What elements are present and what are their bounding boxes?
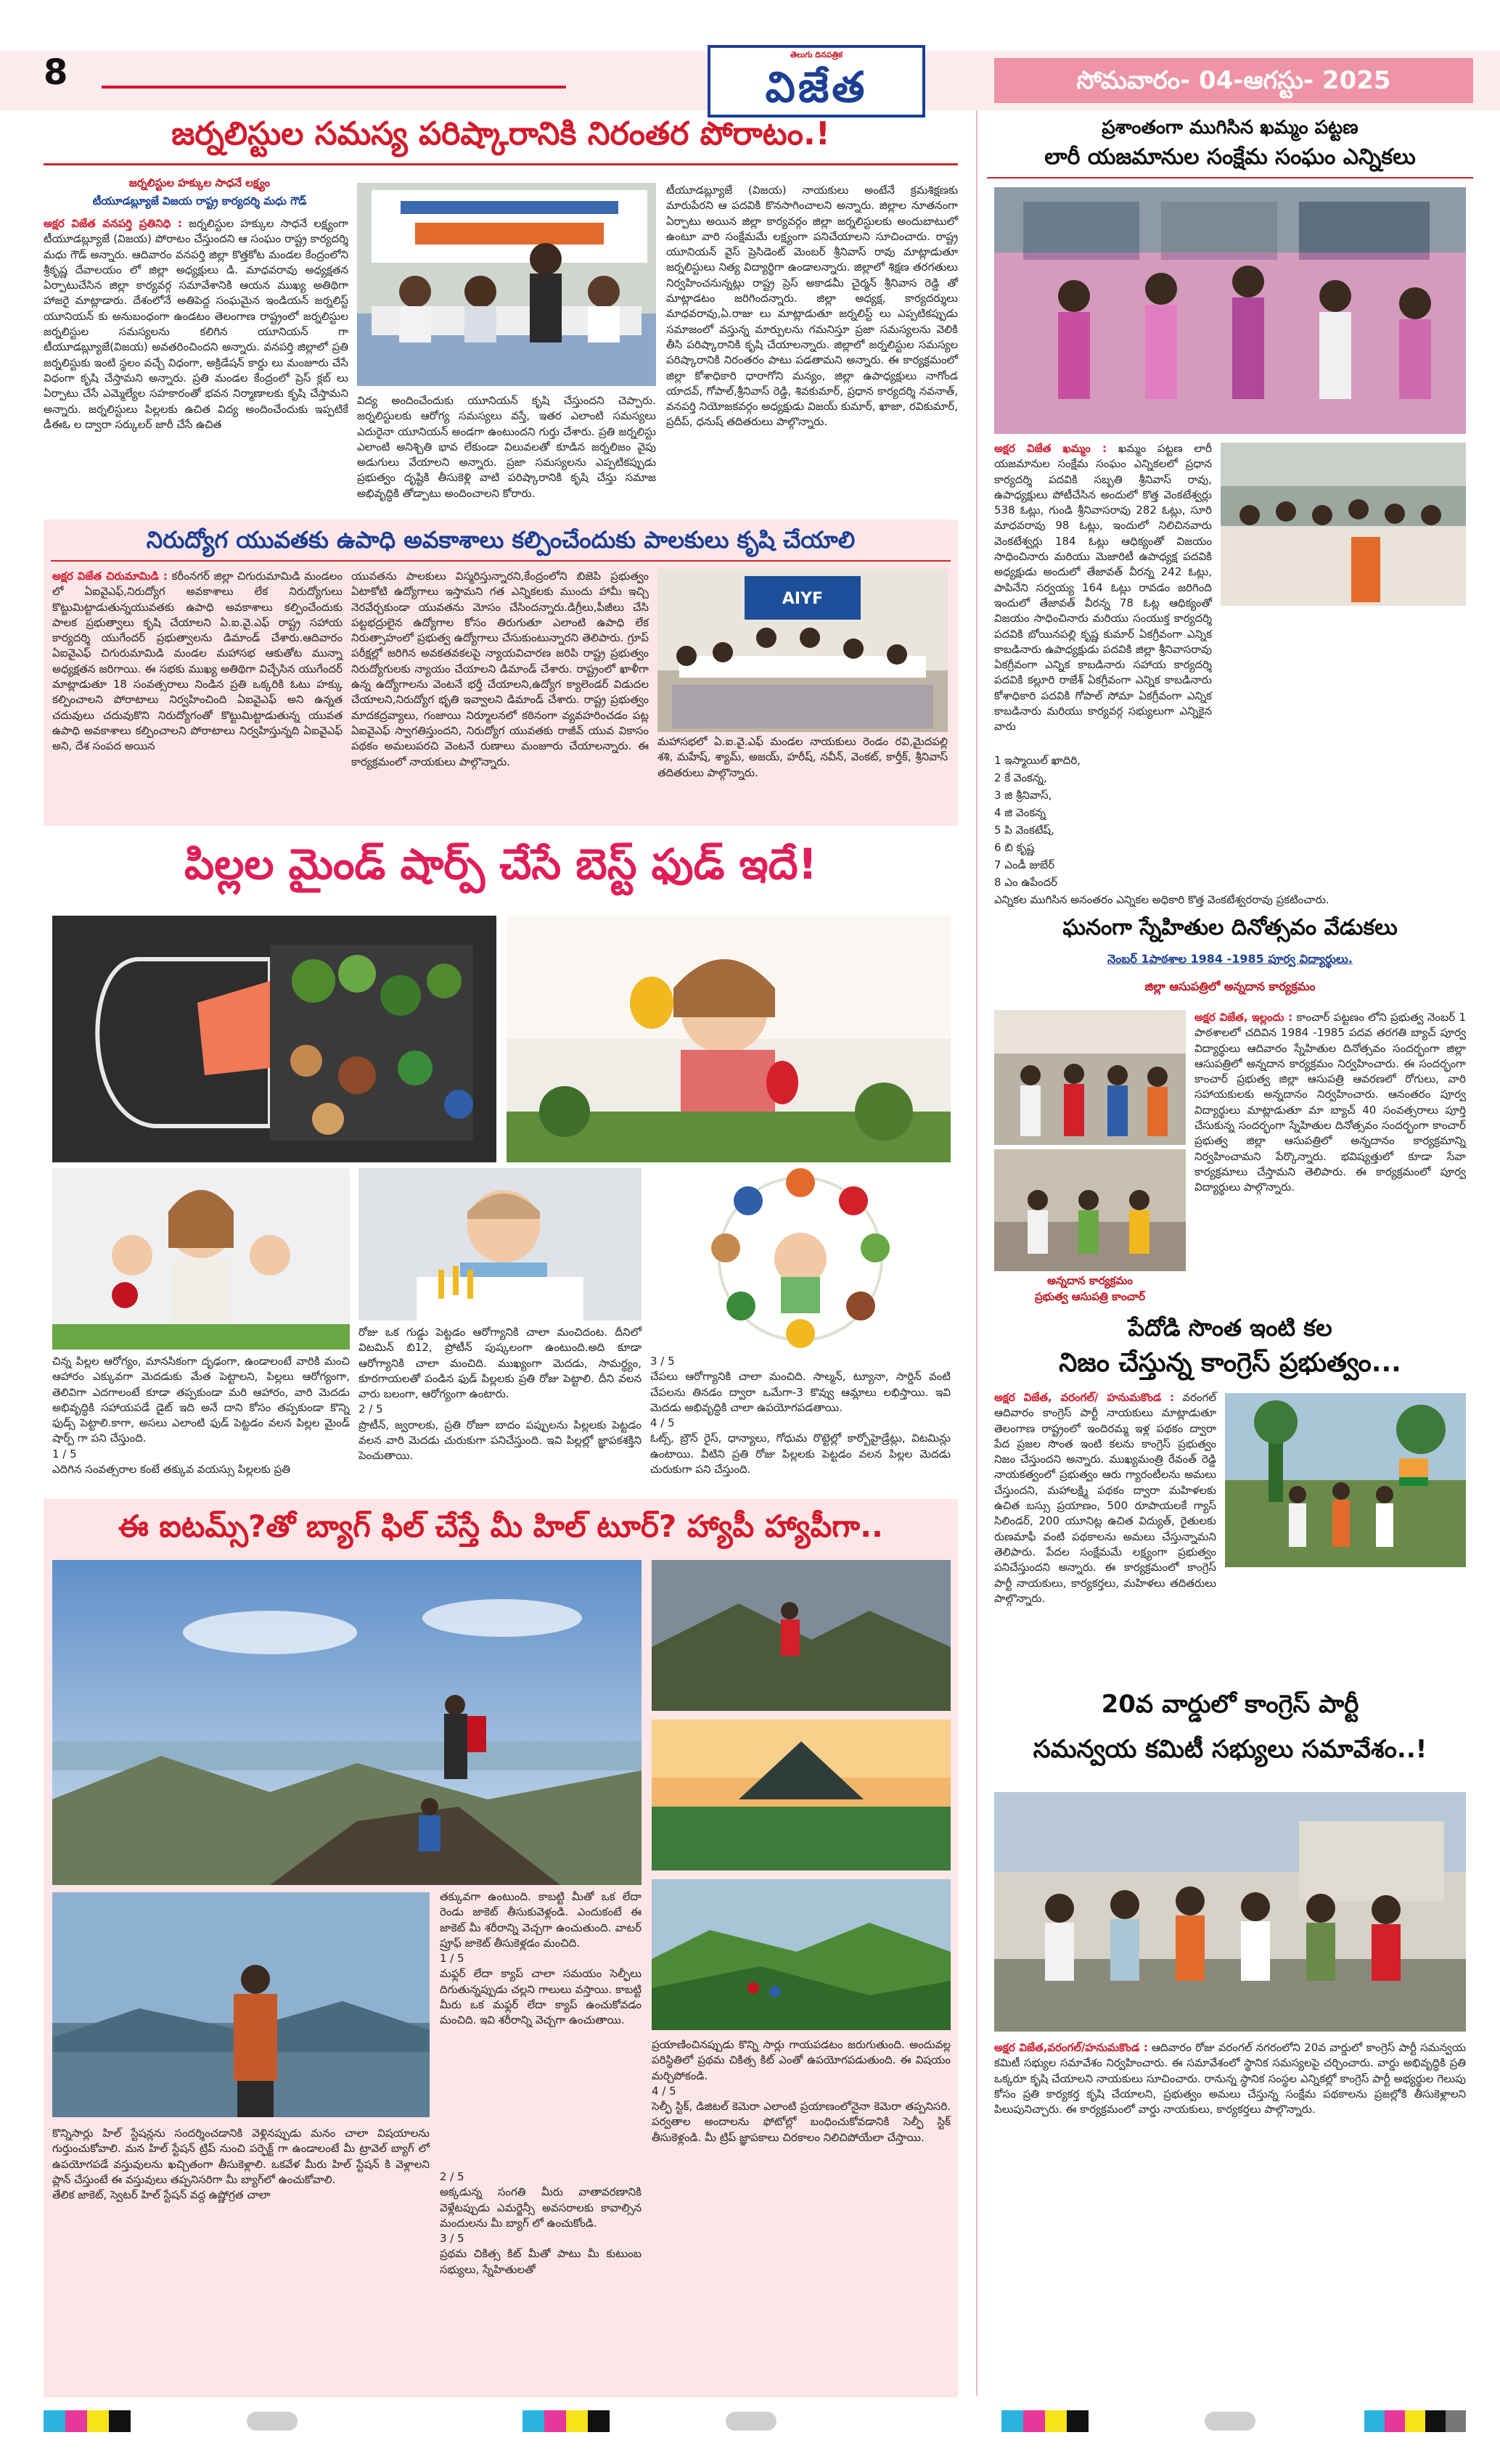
r4-body-text: ఆదివారం రోజు వరంగల్ నగరంలోని 20వ వార్డులో కాంగ్రెస్ పార్టీ సమన్వయ కమిటీ సభ్యుల సమావేశం నిర్వహించారు. ఈ సమావేశంలో స్థానిక సమస్యలపై చర్చించారు. వార్డు అభివృద్ధికి ప్రతి ఒక్కరూ కృషి చేయాలని నాయకులు సూచించారు. రానున్న స్థానిక సంస్థల ఎన్నికల్లో కాంగ్రెస్ పార్టీ అభ్యర్థుల గెలుపు కోసం ప్రతి కార్యకర్త కృషి చేయాలని, ప్రభుత్వం అమలు చేస్తున్న సంక్షేమ పథకాలను ప్రజల్లోకి తీసుకెళ్లాలని పిలుపునిచ్చారు. ఈ కార్యక్రమంలో వార్డు నాయకులు, కార్యకర్తలు పాల్గొన్నారు. — [994, 2041, 1466, 2116]
r1-headline-1: ప్రశాంతంగా ముగిసిన ఖమ్మం పట్టణ — [1102, 117, 1358, 139]
r3-headline-1: పేదోడి సొంత ఇంటి కల — [1128, 1314, 1332, 1342]
story1-rule — [44, 163, 958, 165]
story2-col1 — [52, 569, 343, 823]
r1-headline-2: లారీ యజమానుల సంక్షేమ సంఘం ఎన్నికలు — [1044, 144, 1416, 170]
r4-dateline: అక్షర విజేత,వరంగల్/హనుమకొండ : — [994, 2041, 1148, 2054]
r2-sub1: నెంబర్ 1పాఠశాల 1984 -1985 పూర్వ విద్యార్థులు. — [1107, 952, 1353, 966]
r1-body-text: ఖమ్మం పట్టణ లారీ యజమానుల సంక్షేమ సంఘం ఎన్నికలలో ప్రధాన కార్యదర్శి పదవికి సబ్బతి శ్రీనివాస్ రావు, ఉపాధ్యక్షులు పోటీచేసిన అందులో కొత్త వెంకటేశ్వర్లు 538 ఓట్లు, గుండి శ్రీనివాసరావు 282 ఓట్లు, సూరి మాధవరావు 98 ఓట్లు, ఇందులో నిలిచినవారు వెంకటేశ్వర్లు 184 ఓట్లు ఆధిక్యంతో విజయం సాధించినారు మరియు మెజారిటీ ఉపాధ్యక్ష పదవికి అధ్యక్షుడు అందులో తేజావత్ వీరన్న 242 ఓట్లు, పాపినేని సర్వయ్య 164 ఓట్లు రావడం జరిగింది ఇందులో తేజావత్ వీరన్న 78 ఓట్ల ఆధిక్యంతో విజయం సాధించినారు మరియు సంయుక్త కార్యదర్శి పదవికి బోయినపల్లి కృష్ణ కుమార్ ఏకగ్రీవంగా ఎన్నిక కాబడినారు ఉపాధ్యక్షుడు పదవికి జిల్లా శ్రీనివాసరావు ఏకగ్రీవంగా ఎన్నిక కాబడినారు సహాయ కార్యదర్శి పదవికి కల్లూరి రాజేశ్ ఏకగ్రీవంగా ఎన్నిక కాబడినారు కోశాధికారి పదవికి గోపాల్ సోమా ఏకగ్రీవంగా ఎన్నిక కాబడినారు మరియు కార్యవర్గ సభ్యులుగా ఎన్నికైన వారు — [994, 442, 1212, 734]
story4-col-c2: సెల్ఫీ స్టిక్, డిజిటల్ కెమెరా ఎలాంటి ప్రయాణంలోనైనా కెమెరా తప్పనిసరి. పర్వతాల అందాలను ఫోటోల్లో బంధించుకోవడానికి సెల్ఫీ స్టిక్ తీసుకెళ్లండి. మీ ట్రిప్ జ్ఞాపకాలు చిరకాలం నిలిచిపోయేలా చేస్తాయి. — [652, 2100, 951, 2144]
boy-eating-photo — [358, 1168, 642, 1321]
story3-col3 — [650, 1354, 951, 1484]
column-divider — [976, 110, 978, 2396]
registration-pill-3 — [1205, 2412, 1255, 2431]
story2-col2: యువతను పాలకులు విస్మరిస్తున్నారని,కేంద్రంలోని బిజెపి ప్రభుత్వం ఏటాకోటి ఉద్యోగాలు ఇస్తామని గత ఎన్నికలకు ముందు హామీ ఇచ్చి నెరవేర్చకుండా యువతను మోసం చేసిందన్నారు.డిగ్రీలు,పీజీలు చేసి పట్టభద్రులైన ఉద్యోగాల కోసం తిరుగుతూ ఎలాంటి ఉపాధి లేక నిరుత్సాహంలో ప్రభుత్వ ఉద్యోగాలు చేసుకుంటున్నారని తెలిపారు. గ్రూప్ పరీక్షల్లో జరిగిన అవకతవకలపై న్యాయవిచారణ జరిపి రాష్ట్ర ప్రభుత్వం నిరుద్యోగులకు న్యాయం చేయాలని డిమాండ్ చేశారు. రాష్ట్రంలో ఖాళీగా ఉన్న ఉద్యోగాలను వెంటనే భర్తీ చేయాలని,ఉద్యోగ క్యాలెండర్ విడుదల చేయాలని,నిరుద్యోగ భృతి ఇవ్వాలని డిమాండ్ చేశారు. రాష్ట్ర ప్రభుత్వం మాదకద్రవ్యాలు, గంజాయి నిర్మూలనలో కఠినంగా వ్యవహరించడం పట్ల ఏఐవైఎఫ్ స్వాగతిస్తుందని, నిరుద్యోగ యువతకు రాజీవ్ యువ వికాసం పథకం అమలుపరచి వెంటనే రుణాలు మంజూరు చేయాలన్నారు. ఈ కార్యక్రమంలో నాయకులు పాల్గొన్నారు. — [351, 570, 649, 768]
story1-sub1: జర్నలిస్టుల హక్కుల సాధనే లక్ష్యం — [128, 176, 271, 189]
story4-n2: 2 / 5 — [440, 2170, 464, 2183]
story2-headline: నిరుద్యోగ యువతకు ఉపాధి అవకాశాలు కల్పించేందుకు పాలకులు కృషి చేయాలి — [146, 526, 856, 554]
r1-member: 6 బి కృష్ణ — [994, 841, 1035, 854]
trekker-cliff-photo — [652, 1560, 951, 1711]
hikers-summit-photo — [52, 1560, 642, 1885]
ward-meeting-photo — [994, 1792, 1466, 2032]
story2-col1-text: కరీంనగర్ జిల్లా చిగురుమామిడి మండలం లో ఏఐవైఎఫ్,నిరుద్యోగ అవకాశాలు లేక నిరుద్యోగులు కొట్టుమిట్టాడుతున్నయువతకు ఉపాధి అవకాశాలు కల్పించేందుకు పాలక ప్రభుత్వాలు కృషి చేయాలని ఏ.ఐ.వై.ఎఫ్ రాష్ట్ర సహాయ కార్యదర్శి యుగేందర్ ప్రభుత్వాలను డిమాండ్ చేశారు.ఆదివారం ఏఐవైఎఫ్ చిగురుమామిడి మండల మహాసభ ఆకుతోట మున్నా అధ్యక్షతన జరిగాయి. ఈ సభకు ముఖ్య అతిథిగా విచ్చేసిన యుగేందర్ మాట్లాడుతూ 18 సంవత్సరాలు నిండిన ప్రతి ఒక్కరికి ఓటు హక్కు కల్పించాలని పోరాటాలు నిర్వహించింది ఏఐవైఎఫ్ అని ఉన్నత చదువులు చదువుకొని నిరుద్యోగంతో కొట్టుమిట్టాడుతున్న యువత ఉపాధి అవకాశాలు కల్పించాలని పోరాటాలు నిర్వహిస్తున్నది ఏఐవైఎఫ్ అని, దేశ సంపద అయిన — [52, 570, 343, 753]
story2-dateline: అక్షర విజేత చిరుమామిడి : — [52, 570, 168, 583]
r2-dateline: అక్షర విజేత, ఇల్లందు : — [1194, 1011, 1293, 1024]
registration-pill-2 — [726, 2412, 776, 2431]
registration-pill-1 — [247, 2412, 298, 2431]
r1-dateline: అక్షర విజేత ఖమ్మం : — [994, 442, 1107, 455]
r1-member-list — [994, 752, 1466, 908]
story3-col3b: ఓట్స్, బ్రౌన్ రైస్, ధాన్యాలు, గోధుమ రొట్టెల్లో కార్బోహైడ్రేట్లు, విటమిన్లు ఉంటాయి. వీటిని ప్రతి రోజు పిల్లలకు పెట్టడం వలన పిల్లల మెదడు చురుకుగా పని చేస్తుంది. — [650, 1432, 951, 1477]
r3-dateline: అక్షర విజేత, వరంగల్/ హనుమకొండ : — [994, 1391, 1175, 1404]
r2-body — [1194, 1010, 1466, 1300]
volcano-landscape-photo — [652, 1720, 951, 1870]
r2-headline: ఘనంగా స్నేహితుల దినోత్సవం వేడుకలు — [1062, 915, 1398, 940]
r3-body-cont — [994, 1633, 1466, 1683]
hiker-backpack-photo — [52, 1892, 430, 2117]
r4-body — [994, 2040, 1466, 2389]
story1-headline: జర్నలిస్టుల సమస్య పరిష్కారానికి నిరంతర పోరాటం.! — [171, 115, 830, 152]
r1-rule — [987, 177, 1473, 178]
r1-member: 1 ఇస్మాయిల్ ఖాదిరి, — [994, 754, 1081, 767]
girl-vegetables-photo — [507, 916, 951, 1162]
story3-headline: పిల్లల మైండ్ షార్ప్ చేసే బెస్ట్ ఫుడ్ ఇదే! — [184, 839, 818, 889]
r2-sub2: జిల్లా ఆసుపత్రిలో అన్నదాన కార్యక్రమం — [1144, 980, 1316, 993]
story2-col3: మహాసభలో ఏ.ఐ.వై.ఎఫ్ మండల నాయకులు రెండం రవి,మైదపల్లి శశి, మహేష్, శ్యామ్, అజయ్, హరీష్, నవీన్, వెంకట్, కార్తీక్, శ్రీనివాస్ తదితరులు పాల్గొన్నారు. — [657, 735, 948, 779]
story1-col2: విద్య అందించేందుకు యూనియన్ కృషి చేస్తుందని చెప్పారు. జర్నలిస్టులకు ఆరోగ్య సమస్యలు వస్తే, ఇతర ఎలాంటి సమస్యలు ఎదురైనా యూనియన్ అండగా ఉంటుందని గుర్తు చేశారు. ప్రతి జర్నలిస్టు ఎలాంటి అనిశ్చితి భావ లేకుండా విలువలతో కూడిన జర్నలిజం వైపు అడుగులు వేయాలని అన్నారు. ప్రజా సమస్యలను ఎప్పటికప్పుడు ప్రభుత్వం దృష్టికి తీసుకెళ్లి వాటి పరిష్కారానికి కృషి చేస్తు సమాజ అభివృద్ధికి తోడ్పాటు అందించాలని కోరారు. — [357, 394, 656, 500]
story1-photo — [357, 183, 656, 386]
logo-tagline: తెలుగు దినపత్రిక — [790, 50, 843, 59]
story3-col3-text: చేపలు ఆరోగ్యానికి చాలా మంచిది. సాల్మన్, ట్యూనా, సార్డిన్ వంటి చేపలను తినడం ద్వారా ఒమేగా-3 కొవ్వు ఆమ్లాలు లభిస్తాయి. ఇవి మెదడు అభివృద్ధికి చాలా ఉపయోగపడతాయి. — [650, 1370, 951, 1414]
r1-member: 3 జి శ్రీనివాస్, — [994, 789, 1052, 802]
annadanam-photo-2 — [994, 1149, 1186, 1271]
story4-col-a-text: కొన్నిసార్లు హిల్ స్టేషన్లను సందర్శించడానికి వెళ్లినప్పుడు మనం చాలా విషయాలను గుర్తుంచుకోవాలి. మన హిల్ స్టేషన్ ట్రిప్ నుంచి పర్ఫెక్ట్ గా ఉండాలంటే మీ ట్రావెల్ బ్యాగ్ లో ఉపయోగపడే వస్తువులను ఖచ్చితంగా తీసుకెళ్లాలి. ఒకవేళ మీరు హిల్ స్టేషన్ కి వెళ్లాలని ప్లాన్ చేస్తుంటే ఈ వస్తువులు తప్పనిసరిగా మీ బ్యాగ్‌లో ఉంచుకోవాలి. — [52, 2127, 430, 2186]
story1-col1 — [44, 216, 348, 528]
story4-col-b-text: తక్కువగా ఉంటుంది. కాబట్టి మీతో ఒక లేదా రెండు జాకెట్ తీసుకువెళ్లండి. ఎందుకంటే ఈ జాకెట్ మీ శరీరాన్ని వెచ్చగా ఉంచుతుంది. వాటర్ ప్రూఫ్ జాకెట్ తీసుకెళ్లడం మంచిది. — [440, 1890, 642, 1950]
color-bar-4 — [1364, 2410, 1466, 2432]
story3-n1: 1 / 5 — [52, 1447, 77, 1461]
story2-banner: AIYF — [782, 590, 824, 608]
story4-col-a — [52, 2126, 430, 2394]
green-hills-photo — [652, 1879, 951, 2030]
story3-n2: 2 / 5 — [358, 1403, 383, 1416]
story3-col2-text: రోజు ఒక గుడ్డు పెట్టడం ఆరోగ్యానికి చాలా మంచిదంట. దీనిలో విటమిన్ బి12, ప్రోటీన్ పుష్కలంగా ఉంటుంది.అది కూడా ఆరోగ్యానికి చాలా మంచిది. ముఖ్యంగా మెదడు, సామర్థ్యం, కూరగాయలతో పండిన ఫుడ్ పిల్లలకు ప్రతి రోజు పెట్టాలి. దీని వలన వారు బలంగా, ఆరోగ్యంగా ఉంటారు. — [358, 1326, 642, 1401]
masthead-rule — [102, 86, 566, 89]
story1-sub2: టీయూడబ్ల్యూజే విజయ రాష్ట్ర కార్యదర్శి మధు గౌడ్ — [92, 194, 307, 208]
r3-headline-2: నిజం చేస్తున్న కాంగ్రెస్ ప్రభుత్వం... — [1059, 1348, 1401, 1378]
page-number: 8 — [44, 52, 68, 93]
story3-col1b: ఎదిగిన సంవత్సరాల కంటే తక్కువ వయస్సు పిల్లలకు ప్రతి — [52, 1463, 290, 1477]
r1-body — [994, 441, 1212, 734]
strong-girl-photo — [52, 1168, 350, 1350]
r2-body-text: కాంచార్ పట్టణం లోని ప్రభుత్వ నెంబర్ 1 పాఠశాలలో చదివిన 1984 -1985 పదవ తరగతి బ్యాచ్ పూర్వ విద్యార్థులు ఆదివారం స్నేహితుల దినోత్సవం సందర్భంగా జిల్లా ఆసుపత్రిలో అన్నదాన కార్యక్రమం నిర్వహించారు. ఈ సందర్భంగా కాంచార్ ప్రభుత్వ జిల్లా ఆసుపత్రి ఆవరణలో రోగులు, వారి సహాయకులకు అన్నదానం నిర్వహించారు. ఆనంతరం పూర్వ విద్యార్థులు మాట్లాడుతూ మా బ్యాచ్ 40 సంవత్సరాలు పూర్తి చేసుకున్న సందర్భంగా స్నేహితుల దినోత్సవం సందర్భంగా కాంచార్ ప్రభుత్వ జిల్లా ఆసుపత్రిలో అన్నదానం కార్యక్రమాన్ని నిర్వహించామని పేర్కొన్నారు. భవిష్యత్తులో కూడా సేవా కార్యక్రమాలు చేస్తామని తెలిపారు. ఈ కార్యక్రమంలో పూర్వ విద్యార్థులు పాల్గొన్నారు. — [1194, 1011, 1466, 1194]
r1-member: 8 ఎం ఉపేందర్ — [994, 876, 1058, 889]
story4-headline: ఈ ఐటమ్స్?తో బ్యాగ్ ఫిల్ చేస్తే మీ హిల్ టూర్? హ్యాపీ హ్యాపీగా.. — [118, 1508, 883, 1544]
story4-col-c-text: ప్రయాణించినప్పుడు కొన్ని సార్లు గాయపడటం జరుగుతుంది. అందువల్ల పరిస్థితిలో ప్రథమ చికిత్స కిట్ ఎంతో ఉపయోగపడుతుంది. ఈ విషయం మర్చిపోకండి. — [652, 2038, 951, 2082]
r1-member: 4 జి వెంకన్న — [994, 806, 1046, 819]
story4-col-b4: ప్రథమ చికిత్స కిట్ మీతో పాటు మీ కుటుంబ సభ్యులు, స్నేహితులతో — [440, 2247, 642, 2276]
r4-headline-1: 20వ వార్డులో కాంగ్రెస్ పార్టీ — [1101, 1690, 1359, 1719]
story2-photo — [657, 569, 948, 732]
r1-member: 5 పి వెంకటేష్, — [994, 824, 1054, 837]
story4-col-b — [440, 1889, 642, 2165]
food-wheel-photo — [650, 1168, 951, 1350]
story3-col1-text: చిన్న పిల్లల ఆరోగ్యం, మానసికంగా దృఢంగా, ఉండాలంటే వారికి మంచి ఆహారం ఎక్కువగా మెదడుకు మేత పెట్టాలని, పిల్లలు ఆరోగ్యంగా, తెలివిగా ఎదగాలంటే కూడా తప్పకుండా మరి ఆహారం, వారి మెదడు అభివృద్ధికి సహాయపడే డైట్ ఇది అనే దాని కోసం తప్పకుండా కొన్ని ఫుడ్స్ పెట్టాలి.కాగా, అసలు ఎలాంటి ఫుడ్ పెట్టడం వలన పిల్లల మైండ్ షార్ప్ గా పని చేస్తుంది. — [52, 1355, 350, 1445]
story4-col-c — [652, 2037, 951, 2393]
color-bar-1 — [44, 2410, 131, 2432]
r3-body-text: వరంగల్ ఆదివారం కాంగ్రెస్ పార్టీ నాయకులు మాట్లాడుతూ తెలంగాణ రాష్ట్రంలో ఇందిరమ్మ ఇళ్ల పథకం ద్వారా పేద ప్రజల సొంత ఇంటి కలను కాంగ్రెస్ ప్రభుత్వం నిజం చేస్తుందని అన్నారు. ముఖ్యమంత్రి రేవంత్ రెడ్డి నాయకత్వంలో ప్రభుత్వం ఆరు గ్యారంటీలను అమలు చేస్తుందని, మహాలక్ష్మి పథకం ద్వారా మహిళలకు ఉచిత బస్సు ప్రయాణం, 500 రూపాయలకే గ్యాస్ సిలిండర్, 200 యూనిట్ల ఉచిత విద్యుత్, రైతులకు రుణమాఫీ వంటి పథకాలను అమలు చేస్తున్నామని తెలిపారు. పేదల సంక్షేమమే లక్ష్యంగా ప్రభుత్వం పనిచేస్తుందని అన్నారు. ఈ కార్యక్రమంలో కాంగ్రెస్ పార్టీ నాయకులు, కార్యకర్తలు, మహిళలు తదితరులు పాల్గొన్నారు. — [994, 1391, 1216, 1605]
edition-date: సోమవారం- 04-ఆగస్టు- 2025 — [994, 58, 1473, 103]
r2-caption1: అన్నదాన కార్యక్రమం — [1047, 1274, 1133, 1287]
r3-body — [994, 1390, 1216, 1630]
story3-n4: 4 / 5 — [650, 1416, 675, 1430]
story4-col-b2: మఫ్లర్ లేదా క్యాప్ చాలా సమయం సెల్ఫీలు దిగుతున్నప్పుడు చల్లని గాలులు వస్తాయి. కాబట్టి మీరు ఒక మఫ్లర్ లేదా క్యాప్ ఉంచుకోవడం మంచిది. ఇవి శరీరాన్ని వెచ్చగా ఉంచుతాయి. — [440, 1967, 642, 2027]
story4-n3: 3 / 5 — [440, 2232, 464, 2246]
story4-col-b-cont — [440, 2169, 642, 2394]
r1-member: 7 ఎండీ జుబేర్ — [994, 858, 1055, 871]
story4-n4: 4 / 5 — [652, 2084, 676, 2098]
story1-col1-text: జర్నలిస్టుల హక్కుల సాధనే లక్ష్యంగా టీయూడబ్ల్యూజే (విజయ) పోరాటం చేస్తుందని ఆ సంఘం రాష్ట్ర కార్యదర్శి మధు గౌడ్ అన్నారు. ఆదివారం వనపర్తి జిల్లా కొత్తకోట మండల కేంద్రంలోని శ్రీకృష్ణ దేవాలయం లో జిల్లా అధ్యక్షులు డి. మాధవరావు అధ్యక్షతన ఏర్పాటుచేసిన జిల్లా కార్యవర్గ సమావేశానికి ఆయన ముఖ్య అతిథిగా హాజరై మాట్లాడారు. దేశంలోనే అతిపెద్ద సంఘమైన ఇండియన్ జర్నలిస్ట్ యూనియన్ కు అనుబంధంగా ఉండటం తెలంగాణ రాష్ట్రంలో జర్నలిస్టుల జర్నలిస్టుల సమస్యలను కలిగిన యూనియన్ గా టీయూడబ్ల్యూజే(విజయ) అవతరించిందని అన్నారు. వనపర్తి జిల్లాలో ప్రతి జర్నలిస్టుకు ఇంటి స్థలం వచ్చే విధంగా, అక్రిడేషన్ కార్డు లు మంజూరు చేసే విధంగా కృషి చేస్తామని అన్నారు. ప్రతి మండల కేంద్రంలో ప్రెస్ క్లబ్ లు ఏర్పాటు చేసే ఎమ్మెల్యేల సహకారంతో భవన నిర్మాణాలకు కృషి చేస్తామని అన్నారు. జర్నలిస్టులు పిల్లలకు ఉచిత విద్య అందించేందుకు ఇప్పటికే డీఈఓ ల ద్వారా సర్కులర్ జారీ చేసే ఉచిత — [44, 217, 348, 431]
story3-col2b: ప్రొటీన్, జ్వరాలకు, ప్రతి రోజూ బాదం పప్పులను పిల్లలకు పెట్టడం వలన వారి మెదడు చురుకుగా పనిచేస్తుంది. ఇవి పిల్లల్లో జ్ఞాపకశక్తిని పెంచుతాయి. — [358, 1418, 642, 1463]
lorry-group-photo — [1221, 443, 1466, 606]
brain-food-photo — [52, 916, 496, 1162]
congress-rally-photo — [1225, 1393, 1466, 1567]
r1-closing: ఎన్నికల ముగిసిన అనంతరం ఎన్నికల అధికారి కొత్త వెంకటేశ్వరరావు ప్రకటించారు. — [994, 893, 1329, 906]
story1-col3: టీయూడబ్ల్యూజే (విజయ) నాయకులు అంటేనే క్రమశిక్షణకు మారుపేరని ఆ పదవికి కొనసాగించాలని అన్నారు. జిల్లాల నూతనంగా ఏర్పాటు అయిన జిల్లా కార్యవర్గం జిల్లా జర్నలిస్టులకు అందుబాటులో ఉంటూ వారి సంక్షేమమే లక్ష్యంగా పనిచేయాలని సూచించారు. రాష్ట్ర యూనియన్ వైస్ ప్రెసిడెంట్ మెంబర్ శ్రీనివాస్ రావు మాట్లాడుతూ జర్నలిస్టులు నిత్య విద్యార్థిగా ఉండాలన్నారు. జిల్లాలో శిక్షణ తరగతులు నిర్వహించనున్నట్లు రాష్ట్ర ప్రెస్ అకాడమీ చైర్మన్ శ్రీనివాస రెడ్డి తో మాట్లాడటం జరిగిందన్నారు. జిల్లా అధ్యక్ష, కార్యదర్శులు మాధవరావు,ఏ.రాజు లు మాట్లాడుతూ జర్నలిస్ట్ లు ఎప్పటికప్పుడు సమాజంలో వస్తున్న మార్పులను గమనిస్తూ ప్రజా సమస్యలను వెలికి తీసి పరిష్కారానికి కృషి చేయాలన్నారు. జిల్లాలో జర్నలిస్టుల సమస్యల పరిష్కారానికి నిరంతరం పాటు పడతామని అన్నారు. ఈ కార్యక్రమంలో జిల్లా కోశాధికారి ధారాగోని మన్యం, జిల్లా ఉపాధ్యక్షులు నాగోండ యాదవ్, గోపాల్,శ్రీనివాస్ రెడ్డి, శివకుమార్, ప్రధాన కార్యదర్శి నవనాత్, వనపర్తి నియోజకవర్గం అధ్యక్షుడు విజయ్ కుమార్, ఖాజా, రవికుమార్, ప్రదీప్, ధనుష్ తదితరులు పాల్గొన్నారు. — [666, 184, 958, 429]
story4-col-a2: తేలిక జాకెట్, స్వెటర్ హిల్ స్టేషన్ వద్ద ఉష్ణోగ్రత చాలా — [52, 2188, 271, 2202]
r1-body-cont — [994, 623, 1466, 750]
logo-text: విజేత — [765, 62, 868, 112]
r2-caption2: ప్రభుత్వ ఆసుపత్రి కాంచార్ — [1035, 1290, 1145, 1303]
story2-rule — [51, 560, 951, 562]
color-bar-2 — [522, 2410, 610, 2432]
story4-n1: 1 / 5 — [440, 1952, 464, 1966]
lorry-celebration-photo — [994, 187, 1466, 434]
story3-col2 — [358, 1325, 642, 1484]
story3-col1 — [52, 1354, 350, 1484]
annadanam-photo-1 — [994, 1010, 1186, 1145]
story4-col-b3: అక్కడున్న సంగతి మీరు వాతావరణానికి వెళ్లేటప్పుడు ఎమర్జెన్సీ అవసరాలకు కావాల్సిన మందులను మీ బ్యాగ్ లో ఉంచుకోండి. — [440, 2185, 642, 2230]
color-bar-3 — [1001, 2410, 1089, 2432]
newspaper-logo — [708, 45, 925, 118]
r1-member: 2 కే వెంకన్న, — [994, 771, 1047, 784]
story1-dateline: అక్షర విజేత వనపర్తి ప్రతినిధి : — [44, 217, 182, 230]
story3-n3: 3 / 5 — [650, 1355, 675, 1368]
r4-headline-2: సమన్వయ కమిటీ సభ్యులు సమావేశం..! — [1033, 1735, 1427, 1764]
